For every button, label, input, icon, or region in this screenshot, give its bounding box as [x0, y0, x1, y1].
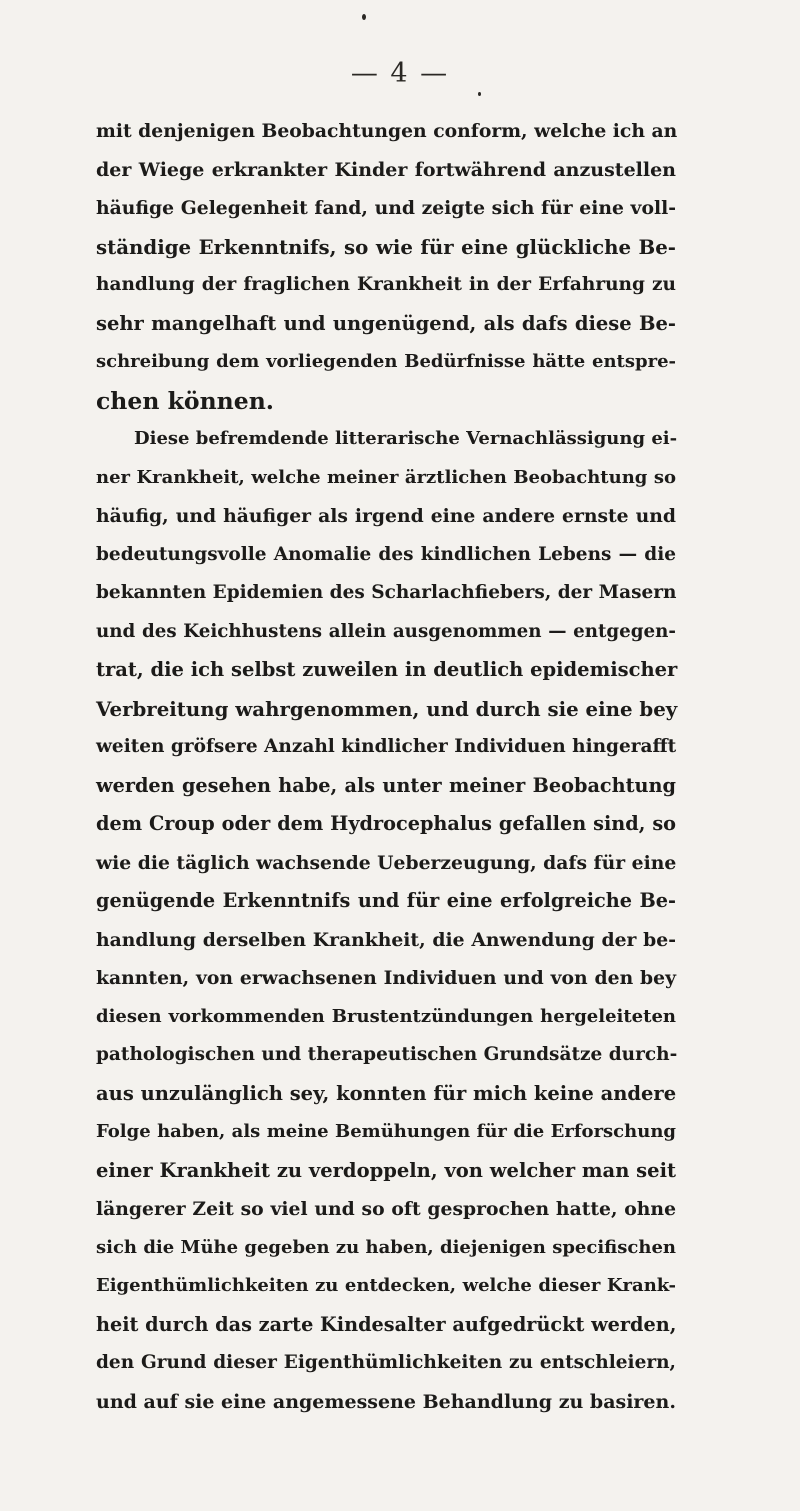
text-line: schreibung dem vorliegenden Bedürfnisse hätte entspre-	[96, 351, 676, 372]
text-line: heit durch das zarte Kindesalter aufgedrückt werden,	[96, 1312, 677, 1336]
text-line: dem Croup oder dem Hydrocephalus gefallen sind, so	[96, 812, 676, 835]
text-line: wie die täglich wachsende Ueberzeugung, dafs für eine	[96, 851, 677, 874]
text-line: sehr mangelhaft und ungenügend, als dafs diese Be-	[96, 311, 676, 335]
text-line: handlung derselben Krankheit, die Anwendung der be-	[96, 928, 676, 951]
page-number: — 4 —	[350, 58, 450, 89]
text-line: Folge haben, als meine Bemühungen für die Erforschung	[96, 1121, 676, 1142]
text-line: trat, die ich selbst zuweilen in deutlich epidemischer	[96, 658, 678, 681]
text-line: der Wiege erkrankter Kinder fortwährend anzustellen	[96, 158, 676, 181]
text-line: genügende Erkenntnifs und für eine erfolgreiche Be-	[96, 889, 676, 912]
text-line: Eigenthümlichkeiten zu entdecken, welche dieser Krank-	[96, 1275, 676, 1296]
print-speck	[362, 14, 366, 20]
text-line: einer Krankheit zu verdoppeln, von welcher man seit	[96, 1158, 676, 1182]
text-line: bedeutungsvolle Anomalie des kindlichen Lebens — die	[96, 543, 676, 565]
text-line: sich die Mühe gegeben zu haben, diejenigen specifischen	[96, 1236, 676, 1258]
text-line: weiten gröfsere Anzahl kindlicher Individuen hingerafft	[96, 736, 677, 757]
paragraph-start-line: Diese befremdende litterarische Vernachlässigung ei-	[134, 428, 678, 449]
text-line: pathologischen und therapeutischen Grundsätze durch-	[96, 1044, 678, 1065]
text-line: ständige Erkenntnifs, so wie für eine glückliche Be-	[96, 234, 676, 259]
text-line: diesen vorkommenden Brustentzündungen hergeleiteten	[96, 1005, 676, 1027]
text-line: häufig, und häufiger als irgend eine andere ernste und	[96, 505, 676, 527]
paragraph-end-line: und auf sie eine angemessene Behandlung zu basiren.	[96, 1390, 676, 1413]
text-line: bekannten Epidemien des Scharlachfiebers, der Masern	[96, 582, 677, 603]
body-text	[96, 112, 676, 1421]
text-line: handlung der fraglichen Krankheit in der Erfahrung zu	[96, 274, 676, 295]
text-line: mit denjenigen Beobachtungen conform, welche ich an	[96, 120, 678, 142]
text-line: kannten, von erwachsenen Individuen und von den bey	[96, 967, 676, 989]
text-line: aus unzulänglich sey, konnten für mich keine andere	[96, 1081, 677, 1105]
text-line: ner Krankheit, welche meiner ärztlichen Beobachtung so	[96, 466, 676, 488]
text-line: werden gesehen habe, als unter meiner Beobachtung	[96, 773, 676, 797]
print-speck	[478, 92, 481, 96]
text-line: Verbreitung wahrgenommen, und durch sie eine bey	[96, 696, 678, 721]
paragraph-end-line: chen können.	[96, 386, 274, 415]
text-line: längerer Zeit so viel und so oft gesprochen hatte, ohne	[96, 1198, 676, 1220]
text-line: den Grund dieser Eigenthümlichkeiten zu entschleiern,	[96, 1352, 676, 1373]
text-line: häufige Gelegenheit fand, und zeigte sich für eine voll-	[96, 197, 676, 219]
text-line: und des Keichhustens allein ausgenommen — entgegen-	[96, 620, 676, 642]
